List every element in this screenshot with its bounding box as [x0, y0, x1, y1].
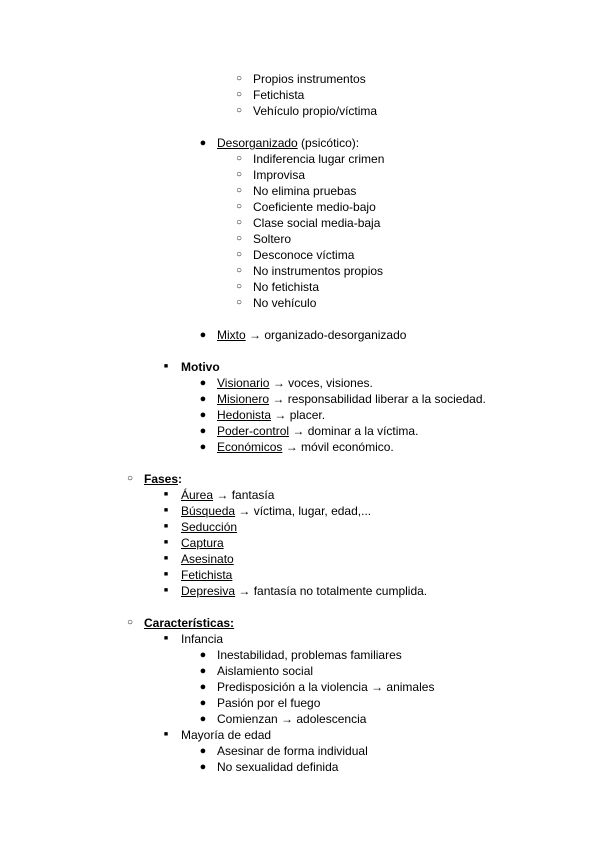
dot-bullet-icon: ●	[199, 425, 207, 437]
dot-bullet-icon: ●	[199, 681, 207, 693]
circle-bullet-icon: ○	[235, 281, 243, 292]
list-item-text: Fetichista	[253, 88, 305, 102]
list-item-text: Soltero	[253, 232, 292, 246]
list-item-text: Pasión por el fuego	[217, 696, 321, 710]
list-item-text: Propios instrumentos	[253, 72, 366, 86]
square-bullet-icon: ■	[163, 571, 169, 578]
list-item-text: No vehículo	[253, 296, 317, 310]
motivo-label: Motivo	[181, 360, 220, 374]
dot-bullet-icon: ●	[199, 329, 207, 341]
dot-bullet-icon: ●	[199, 745, 207, 757]
motivo-item-suffix: → placer.	[271, 408, 326, 422]
square-bullet-icon: ■	[163, 539, 169, 546]
mayoria-label: Mayoría de edad	[181, 728, 272, 742]
list-item-text: Aislamiento social	[217, 664, 314, 678]
circle-bullet-icon: ○	[235, 233, 243, 244]
circle-bullet-icon: ○	[126, 617, 134, 628]
fase-label: Asesinato	[181, 552, 234, 566]
fase-label: Captura	[181, 536, 224, 550]
dot-bullet-icon: ●	[199, 441, 207, 453]
circle-bullet-icon: ○	[235, 73, 243, 84]
circle-bullet-icon: ○	[235, 185, 243, 196]
desorganizado-suffix: (psicótico):	[297, 136, 360, 150]
list-item-text: Improvisa	[253, 168, 306, 182]
list-item-text: Asesinar de forma individual	[217, 744, 368, 758]
circle-bullet-icon: ○	[235, 217, 243, 228]
motivo-item-label: Económicos	[217, 440, 283, 454]
infancia-label: Infancia	[181, 632, 224, 646]
fase-label: Seducción	[181, 520, 238, 534]
circle-bullet-icon: ○	[235, 105, 243, 116]
dot-bullet-icon: ●	[199, 409, 207, 421]
dot-bullet-icon: ●	[199, 665, 207, 677]
list-item-text: Desconoce víctima	[253, 248, 355, 262]
caracteristicas-label: Características:	[144, 616, 235, 630]
fase-suffix: → fantasía	[213, 488, 275, 502]
circle-bullet-icon: ○	[235, 169, 243, 180]
list-item-text: Indiferencia lugar crimen	[253, 152, 385, 166]
square-bullet-icon: ■	[163, 587, 169, 594]
circle-bullet-icon: ○	[126, 473, 134, 484]
motivo-item-suffix: → voces, visiones.	[269, 376, 373, 390]
fases-colon: :	[178, 472, 183, 486]
dot-bullet-icon: ●	[199, 713, 207, 725]
list-item-text: Inestabilidad, problemas familiares	[217, 648, 402, 662]
list-item-text: Coeficiente medio-bajo	[253, 200, 376, 214]
motivo-item-suffix: → dominar a la víctima.	[289, 424, 419, 438]
list-item-text: No instrumentos propios	[253, 264, 384, 278]
circle-bullet-icon: ○	[235, 265, 243, 276]
circle-bullet-icon: ○	[235, 249, 243, 260]
dot-bullet-icon: ●	[199, 761, 207, 773]
square-bullet-icon: ■	[163, 555, 169, 562]
list-item-text: Predisposición a la violencia → animales	[217, 680, 435, 694]
fase-label: Depresiva	[181, 584, 236, 598]
circle-bullet-icon: ○	[235, 297, 243, 308]
motivo-item-label: Visionario	[217, 376, 270, 390]
mixto-label: Mixto	[217, 328, 246, 342]
motivo-item-suffix: → responsabilidad liberar a la sociedad.	[269, 392, 486, 406]
list-item-text: No elimina pruebas	[253, 184, 357, 198]
list-item-text: No sexualidad definida	[217, 760, 339, 774]
square-bullet-icon: ■	[163, 523, 169, 530]
mixto-suffix: → organizado-desorganizado	[245, 328, 407, 342]
motivo-item-label: Poder-control	[217, 424, 290, 438]
circle-bullet-icon: ○	[235, 89, 243, 100]
dot-bullet-icon: ●	[199, 137, 207, 149]
dot-bullet-icon: ●	[199, 649, 207, 661]
dot-bullet-icon: ●	[199, 697, 207, 709]
square-bullet-icon: ■	[163, 363, 169, 370]
fases-label: Fases	[144, 472, 179, 486]
motivo-item-suffix: → móvil económico.	[282, 440, 394, 454]
square-bullet-icon: ■	[163, 507, 169, 514]
circle-bullet-icon: ○	[235, 201, 243, 212]
list-item-text: Clase social media-baja	[253, 216, 381, 230]
list-item-text: No fetichista	[253, 280, 320, 294]
fase-label: Búsqueda	[181, 504, 236, 518]
motivo-item-label: Misionero	[217, 392, 270, 406]
fase-suffix: → víctima, lugar, edad,...	[235, 504, 372, 518]
desorganizado-label: Desorganizado	[217, 136, 298, 150]
fase-suffix: → fantasía no totalmente cumplida.	[235, 584, 428, 598]
dot-bullet-icon: ●	[199, 377, 207, 389]
list-item-text: Comienzan → adolescencia	[217, 712, 367, 726]
list-item-text: Vehículo propio/víctima	[253, 104, 378, 118]
fase-label: Áurea	[181, 488, 214, 502]
dot-bullet-icon: ●	[199, 393, 207, 405]
motivo-item-label: Hedonista	[217, 408, 272, 422]
square-bullet-icon: ■	[163, 731, 169, 738]
square-bullet-icon: ■	[163, 491, 169, 498]
fase-label: Fetichista	[181, 568, 233, 582]
square-bullet-icon: ■	[163, 635, 169, 642]
circle-bullet-icon: ○	[235, 153, 243, 164]
